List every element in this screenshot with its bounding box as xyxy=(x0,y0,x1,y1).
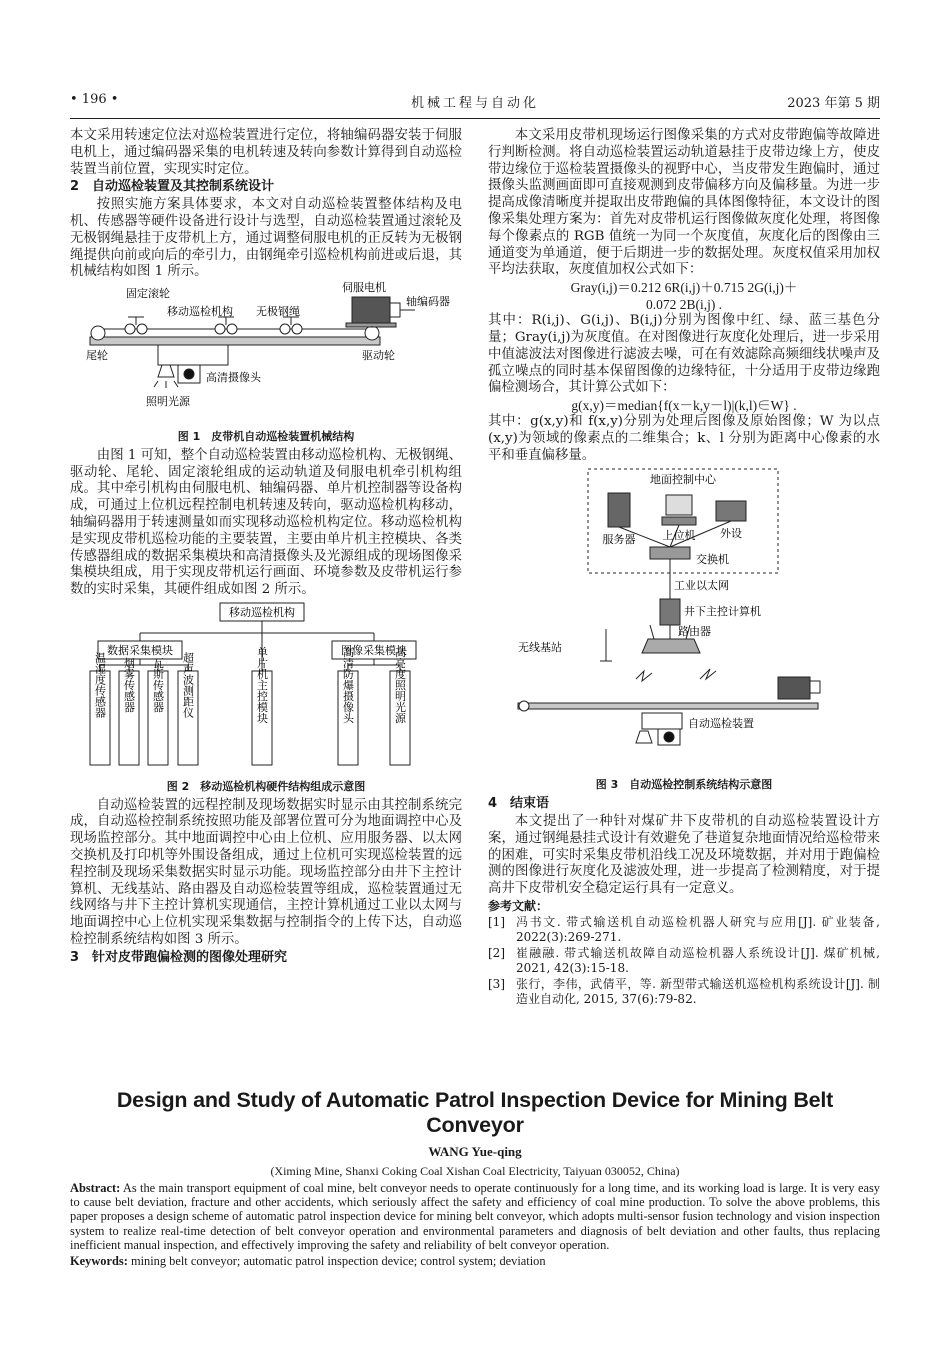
formula-median: g(x,y)＝median{f(x－k,y－l)|(k,l)∈W} . xyxy=(571,398,797,414)
left-column xyxy=(70,128,462,968)
english-keywords: Keywords: mining belt conveyor; automatic patrol inspection device; control system; deviation xyxy=(70,1254,546,1269)
figure-1 xyxy=(70,281,462,421)
english-abstract: Abstract: As the main transport equipment of coal mine, belt conveyor needs to operate continuously for a long time, and its working load is large. It is very easy to cause belt deviation, fracture and other accidents, which seriously affect the safety and efficiency of coal mine production. To solve the above problems, this paper proposes a design scheme of automatic patrol inspection device for mining belt conveyor, which adopts multi-sensor fusion technology and vision inspection system to realize real-time detection of belt conveyor operation and environmental parameters and diagnosis of belt deviation and other faults, thus replacing inefficient manual inspection, and effectively improving the safety and reliability of belt conveyor operation. xyxy=(70,1181,880,1252)
reference-item: [1] 冯书文. 带式输送机自动巡检机器人研究与应用[J]. 矿业装备, 2022(3):269-271. xyxy=(488,914,880,945)
running-header xyxy=(70,92,880,114)
fig3-pc: 上位机 xyxy=(662,528,696,542)
english-title: Design and Study of Automatic Patrol Inspection Device for Mining Belt Conveyor xyxy=(116,1088,834,1137)
section-heading-2: 2 自动巡检装置及其控制系统设计 xyxy=(70,179,275,195)
fig1-label-fixed-roller: 固定滚轮 xyxy=(126,287,170,301)
paragraph: 自动巡检装置的远程控制及现场数据实时显示由其控制系统完成，自动巡检控制系统按照功能及部署位置可分为地面调控中心及现场监控部分。其中地面调控中心由上位机、应用服务器、以太网交换机及打印机等外围设备组成，通过上位机可实现巡检装置的远程控制及现场采集数据实时显示功能。现场监控部分由井下主控计算机、无线基站、路由器及自动巡检装置等组成，巡检装置通过无线网络与井下主控计算机实现通信，主控计算机通过工业以太网与地面调控中心上位机实现采集数据与控制指令的上传下达，自动巡检控制系统结构如图 3 所示。 xyxy=(70,797,462,947)
fig1-label-servo: 伺服电机 xyxy=(342,281,386,295)
issue-label: 2023 年第 5 期 xyxy=(787,96,880,111)
english-author: WANG Yue-qing xyxy=(428,1144,522,1159)
header-rule xyxy=(70,118,880,119)
fig3-base: 无线基站 xyxy=(518,640,562,654)
fig1-label-tail: 尾轮 xyxy=(86,349,108,363)
english-abstract-block xyxy=(70,1088,880,1268)
fig3-server: 服务器 xyxy=(602,532,636,546)
fig1-label-encoder: 轴编码器 xyxy=(406,295,450,309)
section-heading-4: 4 结束语 xyxy=(488,796,550,812)
references-title: 参考文献： xyxy=(488,898,549,913)
fig2-top: 移动巡检机构 xyxy=(229,605,295,619)
paragraph: 其中：g(x,y)和 f(x,y)分别为处理后图像及原始图像；W 为以点(x,y)为领域的像素点的二维集合；k、l 分别为距离中心像素的水平和垂直偏移量。 xyxy=(488,414,880,463)
journal-name: 机械工程与自动化 xyxy=(410,96,539,111)
fig3-peripheral: 外设 xyxy=(720,526,742,540)
paragraph: 本文采用皮带机现场运行图像采集的方式对皮带跑偏等故障进行判断检测。将自动巡检装置运动轨道悬挂于皮带边缘上方，使皮带边缘位于巡检装置摄像头的视野中心，当皮带发生跑偏时，通过摄像头监测画面即可直接观测到皮带偏移方向及偏移量。为进一步提高成像清晰度并提取出皮带跑偏的具体图像特征，本文设计的图像采集处理方案为：首先对皮带机运行图像做灰度化处理，将图像每个像素点的 RGB 值统一为同一个灰度值，灰度化后的图像由三通道变为单通道，便于后期进一步的数据处理。灰度权值采用加权平均法获取，灰度值加权公式如下： xyxy=(488,128,880,278)
fig3-router: 路由器 xyxy=(678,624,711,638)
fig2-sensor-1: 温湿度传感器 xyxy=(93,651,107,718)
figure-2 xyxy=(70,599,462,771)
fig2-sensor-4: 超声波测距仪 xyxy=(181,651,195,718)
fig1-label-rope: 无极钢绳 xyxy=(256,305,300,319)
fig1-label-camera: 高清摄像头 xyxy=(206,371,261,385)
figure-1-caption: 图 1 皮带机自动巡检装置机械结构 xyxy=(177,429,355,443)
fig2-imaging-2: 高亮度照明光源 xyxy=(393,646,407,724)
figure-3-caption: 图 3 自动巡检控制系统结构示意图 xyxy=(595,778,773,792)
fig1-label-drive: 驱动轮 xyxy=(362,349,395,363)
fig3-main-pc: 井下主控计算机 xyxy=(684,604,761,618)
fig2-mcu: 单片机主控模块 xyxy=(255,646,269,724)
formula-gray-2: 0.072 2B(i,j) . xyxy=(645,297,723,313)
fig2-data-module: 数据采集模块 xyxy=(107,643,173,657)
section-heading-3: 3 针对皮带跑偏检测的图像处理研究 xyxy=(70,949,288,965)
paragraph: 按照实施方案具体要求，本文对自动巡检装置整体结构及电机、传感器等硬件设备进行设计与选型，自动巡检装置通过滚轮及无极钢绳悬挂于皮带机上方，通过调整伺服电机的正反转为无极钢绳提供向前或向后的牵引力，由钢绳牵引巡检机构前进或后退，其机械结构如图 1 所示。 xyxy=(70,197,462,280)
fig1-label-mobile: 移动巡检机构 xyxy=(167,305,233,319)
fig1-label-light: 照明光源 xyxy=(146,395,190,409)
page-number: • 196 • xyxy=(70,92,119,107)
reference-item: [2] 崔融融. 带式输送机故障自动巡检机器人系统设计[J]. 煤矿机械, 2021, 42(3):15-18. xyxy=(488,945,880,976)
reference-item: [3] 张行，李伟，武倩平，等. 新型带式输送机巡检机构系统设计[J]. 制造业自动化, 2015, 37(6):79-82. xyxy=(488,976,880,1007)
fig2-sensor-3: 瓦斯传感器 xyxy=(151,657,165,713)
formula-gray-1: Gray(i,j)＝0.212 6R(i,j)＋0.715 2G(i,j)＋ xyxy=(570,280,798,296)
paragraph: 本文采用转速定位法对巡检装置进行定位，将轴编码器安装于伺服电机上，通过编码器采集的电机转速及转向参数计算得到自动巡检装置当前位置，实现实时定位。 xyxy=(70,128,462,177)
fig3-switch: 交换机 xyxy=(696,552,729,566)
fig2-sensor-2: 烟雾传感器 xyxy=(122,657,136,713)
paragraph: 其中：R(i,j)、G(i,j)、B(i,j)分别为图像中红、绿、蓝三基色分量；Gray(i,j)为灰度值。在对图像进行灰度化处理后，进一步采用中值滤波法对图像进行滤波去噪，可在有效滤除高频细线状噪声及孤立噪点的同时基本保留图像的边缘特征，十分适用于皮带边缘跑偏检测场合，其计算公式如下： xyxy=(488,313,880,396)
paragraph: 由图 1 可知，整个自动巡检装置由移动巡检机构、无极钢绳、驱动轮、尾轮、固定滚轮组成的运动轨道及伺服电机牵引机构组成。其中牵引机构由伺服电机、轴编码器、单片机控制器等设备构成，可通过上位机远程控制电机转速及转向，驱动巡检机构移动，轴编码器用于转速测量如而实现移动巡检机构定位。移动巡检机构是实现皮带机巡检功能的主要装置，主要由单片机主控模块、各类传感器组成的数据采集模块和高清摄像头及光源组成的现场图像采集模块组成，用于实现皮带机运行画面、环境参数及皮带机运行参数的实时采集，其硬件组成如图 2 所示。 xyxy=(70,447,462,598)
paragraph: 本文提出了一种针对煤矿井下皮带机的自动巡检装置设计方案，通过钢绳悬挂式设计有效避免了巷道复杂地面情况给巡检带来的困难，可实时采集皮带机沿线工况及环境数据，并对用于跑偏检测的图像进行灰度化及滤波处理，进一步提高了检测精度，对于提高井下皮带机安全稳定运行具有一定意义。 xyxy=(488,813,880,897)
figure-3 xyxy=(488,465,880,770)
english-affiliation: (Ximing Mine, Shanxi Coking Coal Xishan Coal Electricity, Taiyuan 030052, China) xyxy=(270,1164,680,1178)
fig3-ethernet: 工业以太网 xyxy=(674,578,729,592)
fig3-center: 地面控制中心 xyxy=(650,472,716,486)
right-column xyxy=(488,128,880,1008)
fig2-imaging-1: 高清防爆摄像头 xyxy=(341,646,355,724)
fig2-image-module: 图像采集模块 xyxy=(341,643,407,657)
fig3-device: 自动巡检装置 xyxy=(688,716,754,730)
figure-2-caption: 图 2 移动巡检机构硬件结构组成示意图 xyxy=(166,779,366,793)
